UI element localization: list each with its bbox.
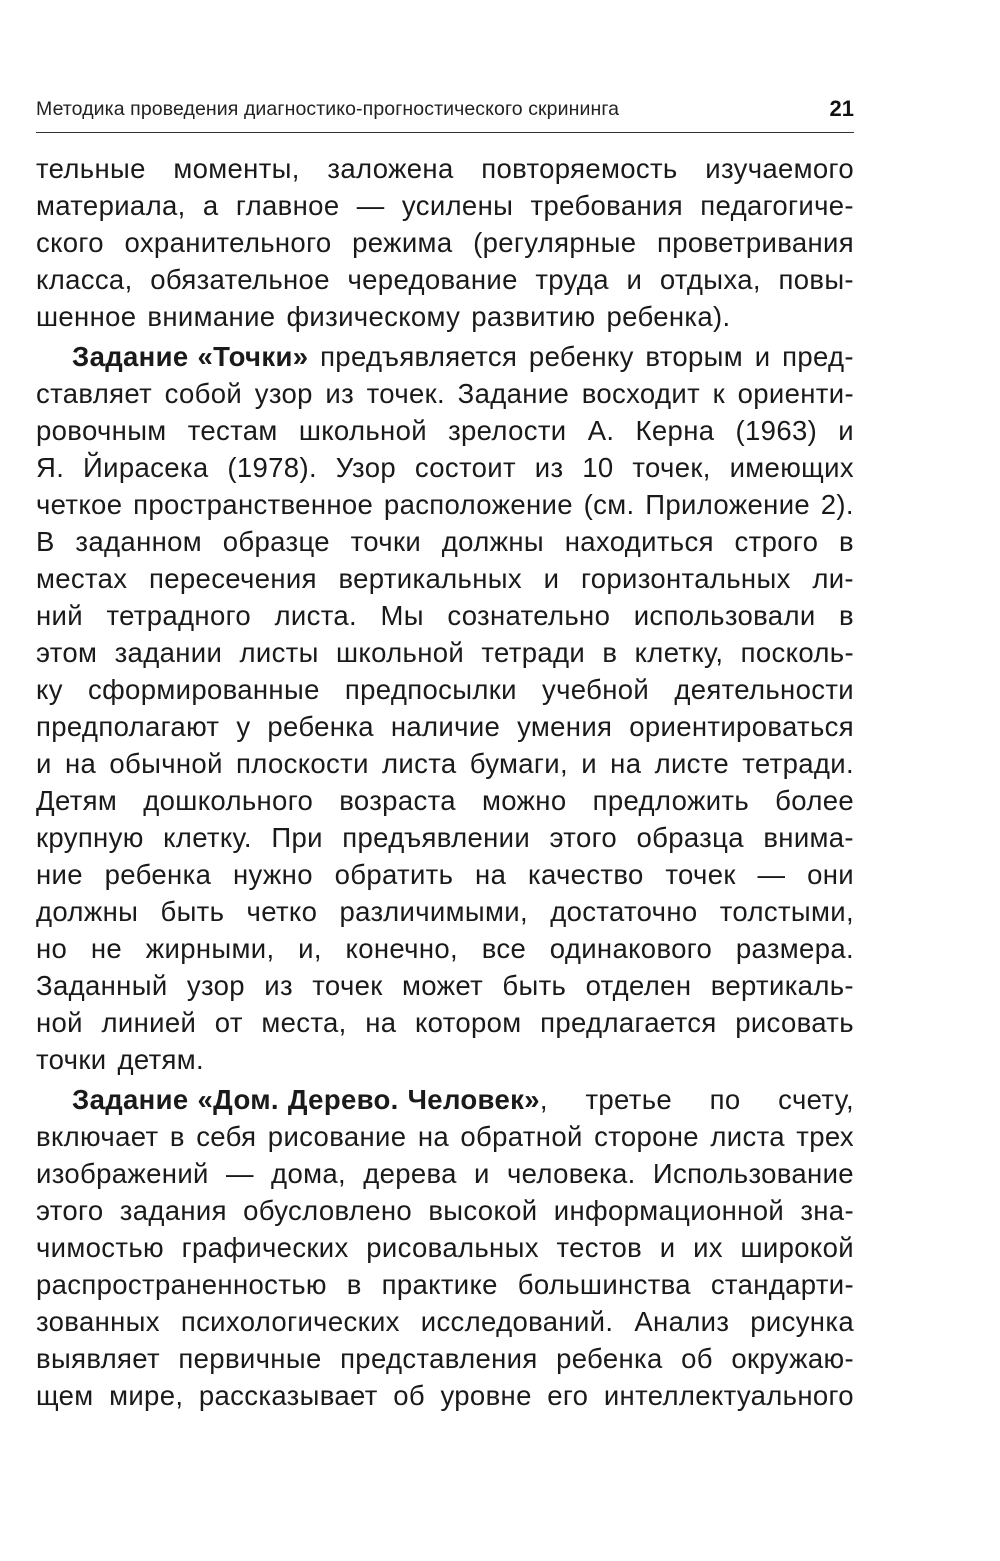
text-line xyxy=(36,967,854,1004)
word: развитию xyxy=(471,301,596,332)
paragraph xyxy=(36,338,854,1078)
text-line xyxy=(36,298,854,335)
word: точки xyxy=(350,526,422,557)
word: и xyxy=(626,264,643,295)
word: охранительного xyxy=(124,227,332,258)
word: точек xyxy=(312,970,383,1001)
word: психологических xyxy=(180,1306,400,1337)
word: Керна xyxy=(635,415,715,446)
word: предложить xyxy=(592,785,750,816)
word: Использование xyxy=(652,1158,854,1189)
word: узор xyxy=(254,378,313,409)
word: информационной xyxy=(553,1195,785,1226)
word: посколь- xyxy=(740,637,854,668)
word: по xyxy=(709,1084,741,1115)
word: ребенка xyxy=(267,711,374,742)
word: об xyxy=(393,1380,425,1411)
word: Анализ xyxy=(634,1306,730,1337)
word: тестам xyxy=(187,415,278,446)
word: должны xyxy=(36,896,139,927)
word: строго xyxy=(734,526,819,557)
text-line xyxy=(36,1229,854,1266)
word: и xyxy=(754,341,771,372)
text-line xyxy=(36,1303,854,1340)
word: уровне xyxy=(440,1380,532,1411)
word: об xyxy=(681,1343,713,1374)
word: тетради. xyxy=(742,748,854,779)
text-line xyxy=(36,1340,854,1377)
word: возраста xyxy=(339,785,456,816)
word: находиться xyxy=(564,526,714,557)
word: повторяемость xyxy=(481,153,678,184)
word: ровочным xyxy=(36,415,167,446)
word: к xyxy=(712,378,726,409)
word: вертикальных xyxy=(338,563,522,594)
word: ского xyxy=(36,227,104,258)
word: на xyxy=(417,1121,449,1152)
word: и xyxy=(659,1232,676,1263)
body-text xyxy=(36,150,854,1414)
word: в xyxy=(169,1121,185,1152)
text-line xyxy=(36,671,854,708)
word: различимыми, xyxy=(339,896,528,927)
word: толстыми, xyxy=(719,896,854,927)
word: все xyxy=(481,933,527,964)
word: листа xyxy=(710,1121,785,1152)
word: главное xyxy=(235,190,340,221)
word: точек xyxy=(665,859,736,890)
word: (1978). xyxy=(227,452,317,483)
text-line xyxy=(36,819,854,856)
text-line xyxy=(36,560,854,597)
word: из xyxy=(534,452,564,483)
word: обратной xyxy=(460,1121,583,1152)
running-head xyxy=(36,92,854,133)
word: клетку. xyxy=(163,822,252,853)
word: плоскости xyxy=(236,748,369,779)
word: быть xyxy=(502,970,567,1001)
text-line xyxy=(36,1118,854,1155)
word: 2). xyxy=(820,489,854,520)
word: режима xyxy=(352,227,453,258)
bold-term: Задание «Дом. Дерево. Человек», xyxy=(72,1084,548,1115)
word: счету, xyxy=(778,1084,854,1115)
word: — xyxy=(757,859,786,890)
word: узор xyxy=(186,970,245,1001)
word: педагогиче- xyxy=(700,190,854,221)
word: предпосылки xyxy=(344,674,517,705)
word: а xyxy=(202,190,219,221)
word: отделен xyxy=(585,970,692,1001)
word: конечно, xyxy=(345,933,458,964)
word: собой xyxy=(164,378,243,409)
text-line xyxy=(36,1266,854,1303)
word: трех xyxy=(796,1121,854,1152)
word: — xyxy=(356,190,385,221)
word: высокой xyxy=(428,1195,538,1226)
word: может xyxy=(402,970,484,1001)
text-line xyxy=(36,1377,854,1414)
word: можно xyxy=(481,785,567,816)
word: рассказывает xyxy=(198,1380,378,1411)
word: пространственное xyxy=(133,489,374,520)
word: они xyxy=(807,859,854,890)
word: (1963) xyxy=(735,415,818,446)
word: изучаемого xyxy=(705,153,854,184)
word: — xyxy=(225,1158,254,1189)
word: от xyxy=(214,1007,243,1038)
word: и xyxy=(838,415,854,446)
word: 10 xyxy=(582,452,614,483)
word: горизонтальных xyxy=(580,563,791,594)
word: этого xyxy=(549,822,618,853)
word: четко xyxy=(246,896,318,927)
word: не xyxy=(90,933,123,964)
text-line xyxy=(36,1081,854,1118)
word: и xyxy=(36,748,52,779)
word: вертикаль- xyxy=(710,970,854,1001)
text-line xyxy=(36,597,854,634)
word: ребенка xyxy=(556,1343,663,1374)
word: предполагают xyxy=(36,711,220,742)
word: задания xyxy=(119,1195,227,1226)
word: из xyxy=(325,378,355,409)
word: у xyxy=(236,711,251,742)
word: человека. xyxy=(506,1158,636,1189)
word: рисование xyxy=(267,1121,407,1152)
word: дома, xyxy=(271,1158,346,1189)
word: графических xyxy=(181,1232,349,1263)
word: обычной xyxy=(109,748,223,779)
word: имеющих xyxy=(729,452,854,483)
word: этого xyxy=(36,1195,104,1226)
word: изображений xyxy=(36,1158,209,1189)
word: рисунка xyxy=(750,1306,854,1337)
word: и xyxy=(474,1158,490,1189)
text-line xyxy=(36,150,854,187)
text-line xyxy=(36,412,854,449)
word: бумаги, xyxy=(469,748,569,779)
word: тетради xyxy=(481,637,586,668)
word: зованных xyxy=(36,1306,160,1337)
word: должны xyxy=(441,526,545,557)
word: выявляет xyxy=(36,1343,160,1374)
word: Задание xyxy=(457,378,570,409)
word: стандарти- xyxy=(710,1269,854,1300)
word: и xyxy=(543,563,560,594)
word: себя xyxy=(196,1121,257,1152)
word: дошкольного xyxy=(143,785,314,816)
word: размера. xyxy=(735,933,854,964)
word: и xyxy=(581,748,597,779)
text-line xyxy=(36,1041,854,1078)
text-line xyxy=(36,338,854,375)
word: При xyxy=(271,822,323,853)
word: состоит xyxy=(414,452,516,483)
word: сформированные xyxy=(87,674,320,705)
text-line xyxy=(36,523,854,560)
word: включает xyxy=(36,1121,159,1152)
word: Заданный xyxy=(36,970,168,1001)
word: шенное xyxy=(36,301,137,332)
text-line xyxy=(36,449,854,486)
text-line xyxy=(36,261,854,298)
word: В xyxy=(36,526,55,557)
word: Детям xyxy=(36,785,118,816)
word: из xyxy=(264,970,293,1001)
word: отдыха, xyxy=(659,264,761,295)
word: задании xyxy=(114,637,223,668)
word: точек, xyxy=(632,452,711,483)
word: но xyxy=(36,933,68,964)
word: быть xyxy=(160,896,225,927)
paragraph xyxy=(36,150,854,335)
word: крупную xyxy=(36,822,144,853)
word: заданном xyxy=(75,526,203,557)
word: тестов xyxy=(556,1232,643,1263)
word: линией xyxy=(101,1007,197,1038)
word: сознательно xyxy=(447,600,611,631)
text-line xyxy=(36,893,854,930)
word: требования xyxy=(530,190,683,221)
word: чимостью xyxy=(36,1232,164,1263)
word: тельные xyxy=(36,153,146,184)
word: обусловлено xyxy=(243,1195,413,1226)
word: предъявляется xyxy=(320,341,518,372)
word: мире, xyxy=(109,1380,184,1411)
word: школьной xyxy=(298,415,427,446)
word: дерева xyxy=(363,1158,457,1189)
text-line xyxy=(36,224,854,261)
word: ний xyxy=(36,600,83,631)
word: пред- xyxy=(782,341,854,372)
text-line xyxy=(36,745,854,782)
word: качество xyxy=(527,859,644,890)
word: вторым xyxy=(645,341,744,372)
word: листы xyxy=(239,637,319,668)
word: интеллектуального xyxy=(603,1380,854,1411)
word: (см. xyxy=(583,489,635,520)
word: расположение xyxy=(383,489,573,520)
word: ставляет xyxy=(36,378,153,409)
word: на xyxy=(610,748,642,779)
word: деятельности xyxy=(674,674,854,705)
word: достаточно xyxy=(550,896,698,927)
text-line xyxy=(36,782,854,819)
word: ние xyxy=(36,859,83,890)
word: Я. xyxy=(36,452,65,483)
word: одинакового xyxy=(549,933,713,964)
word: тетрадного xyxy=(106,600,252,631)
word: ребенка). xyxy=(606,301,731,332)
word: внимание xyxy=(147,301,276,332)
word: зна- xyxy=(800,1195,854,1226)
word: умения xyxy=(517,711,613,742)
word: клетку, xyxy=(634,637,724,668)
text-line xyxy=(36,486,854,523)
word: на xyxy=(365,1007,397,1038)
word: более xyxy=(775,785,854,816)
paragraph xyxy=(36,1081,854,1414)
word: на xyxy=(475,859,507,890)
word: в xyxy=(839,526,854,557)
word: третье xyxy=(585,1084,673,1115)
word: листа. xyxy=(274,600,357,631)
word: использовали xyxy=(633,600,816,631)
word: заложена xyxy=(327,153,454,184)
word: ребенка xyxy=(104,859,212,890)
word: представления xyxy=(340,1343,538,1374)
text-line xyxy=(36,930,854,967)
word: первичные xyxy=(178,1343,322,1374)
text-line xyxy=(36,708,854,745)
word: котором xyxy=(414,1007,522,1038)
word: восходит xyxy=(581,378,701,409)
word: его xyxy=(547,1380,589,1411)
word: ориентироваться xyxy=(629,711,854,742)
bold-term: Задание «Точки» xyxy=(72,341,309,372)
word: точек. xyxy=(366,378,446,409)
word: Приложение xyxy=(645,489,811,520)
word: практике xyxy=(381,1269,498,1300)
word: школьной xyxy=(336,637,465,668)
word: точки xyxy=(36,1044,107,1075)
word: зрелости xyxy=(448,415,567,446)
text-line xyxy=(36,634,854,671)
word: на xyxy=(64,748,97,779)
word: этом xyxy=(36,637,98,668)
word: местах xyxy=(36,563,128,594)
word: детям. xyxy=(117,1044,205,1075)
word: образце xyxy=(222,526,330,557)
word: Мы xyxy=(380,600,424,631)
word: в xyxy=(839,600,854,631)
word: чередование xyxy=(347,264,518,295)
word: (регулярные xyxy=(473,227,637,258)
text-line xyxy=(36,1004,854,1041)
word: предлагается xyxy=(540,1007,717,1038)
word: их xyxy=(693,1232,723,1263)
word: усилены xyxy=(401,190,514,221)
text-line xyxy=(36,1192,854,1229)
text-line xyxy=(36,1155,854,1192)
word: пересечения xyxy=(149,563,317,594)
word: четкое xyxy=(36,489,123,520)
word: ли- xyxy=(812,563,854,594)
word: рисовать xyxy=(735,1007,854,1038)
text-line xyxy=(36,375,854,412)
page-number: 21 xyxy=(829,96,854,121)
word: моменты, xyxy=(173,153,300,184)
word: нужно xyxy=(232,859,313,890)
word: рисовальных xyxy=(366,1232,539,1263)
word: внима- xyxy=(763,822,854,853)
word: учебной xyxy=(542,674,650,705)
word: листе xyxy=(654,748,730,779)
word: ку xyxy=(36,674,63,705)
text-line xyxy=(36,187,854,224)
word: места, xyxy=(261,1007,347,1038)
word: распространенностью xyxy=(36,1269,327,1300)
word: наличие xyxy=(390,711,501,742)
word: А. xyxy=(587,415,615,446)
word: исследований. xyxy=(420,1306,614,1337)
word: и, xyxy=(298,933,322,964)
word: ориенти- xyxy=(737,378,854,409)
word: повы- xyxy=(778,264,854,295)
word: большинства xyxy=(517,1269,691,1300)
word: образца xyxy=(636,822,744,853)
word: Йирасека xyxy=(83,452,209,483)
word: обратить xyxy=(334,859,454,890)
word: обязательное xyxy=(150,264,330,295)
word: в xyxy=(346,1269,362,1300)
word: окружаю- xyxy=(731,1343,854,1374)
running-title: Методика проведения диагностико-прогностического скрининга xyxy=(36,98,620,120)
word: труда xyxy=(535,264,609,295)
word: жирными, xyxy=(145,933,275,964)
word: листа xyxy=(382,748,457,779)
text-line xyxy=(36,856,854,893)
word: стороне xyxy=(594,1121,699,1152)
word: в xyxy=(602,637,618,668)
word: проветривания xyxy=(656,227,854,258)
word: физическому xyxy=(286,301,461,332)
word: предъявлении xyxy=(342,822,531,853)
word: щем xyxy=(36,1380,94,1411)
word: ной xyxy=(36,1007,83,1038)
word: материала, xyxy=(36,190,186,221)
word: Узор xyxy=(335,452,396,483)
word: класса, xyxy=(36,264,133,295)
word: широкой xyxy=(740,1232,854,1263)
word: ребенку xyxy=(528,341,634,372)
